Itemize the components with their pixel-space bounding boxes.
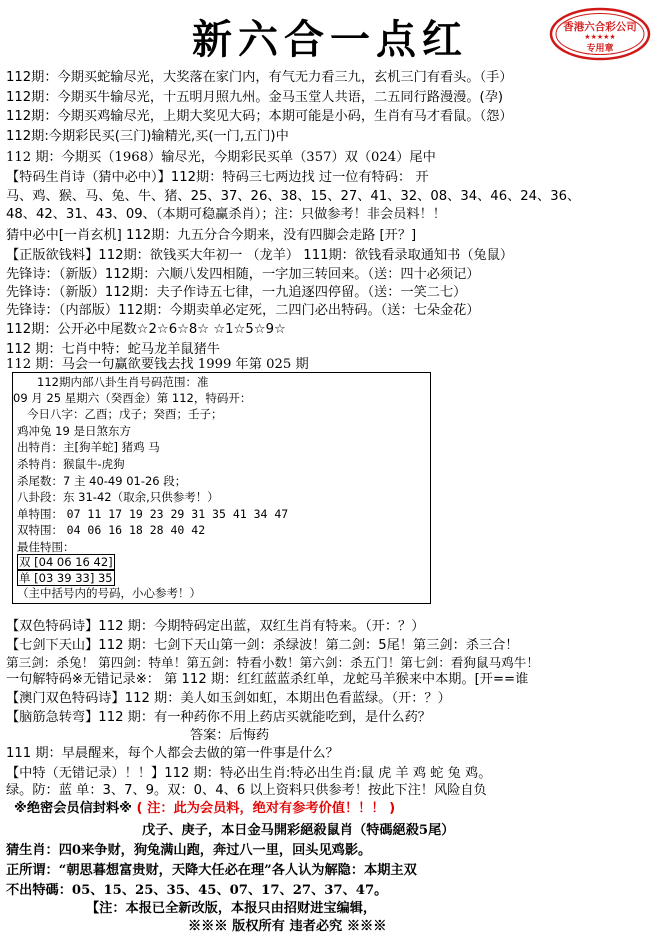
box-chu-te: 出特肖：主[狗羊蛇] 猪鸡 马: [17, 440, 160, 454]
not-special-line: 不出特碼：05、15、25、35、45、07、17、27、37、47。: [6, 883, 388, 898]
saying-line: 正所谓：“朝思暮想富贵财，天降大任必在理”各人认为解隐：本期主双: [6, 863, 417, 878]
shuang-label: 双特围：: [17, 523, 63, 537]
dan-label: 单特围：: [17, 507, 63, 521]
prediction-line: 【中特（无错记录）！！】112 期：特必出生肖:特必出生肖:鼠 虎 羊 鸡 蛇 兔 鸡。: [6, 766, 492, 781]
riddle-answer: 答案：后悔药: [190, 728, 270, 743]
box-date: 09 月 25 星期六（癸酉金）第 112，特码开：: [13, 391, 252, 405]
prediction-line: 112期：今期买牛输尽光，十五明月照九州。金马玉堂人共语，二五同行路漫漫。(孕): [6, 90, 504, 105]
kill-line: 戊子、庚子，本日金马開彩絕殺鼠肖（特碼絕殺5尾）: [142, 823, 455, 838]
dan-numbers: 07 11 17 19 23 29 31 35 41 34 47: [66, 507, 289, 521]
prediction-line: 【正版欲钱料】112期：欲钱买大年初一 （龙羊） 111期：欲钱看录取通知书（兔鼠）: [6, 248, 514, 263]
box-heading: 112期内部八卦生肖号码范围：准: [37, 375, 209, 389]
box-best-dan: 单 [03 39 33] 35: [19, 571, 113, 585]
seal-stamp-icon: [548, 6, 652, 62]
shuang-numbers: 04 06 16 18 28 40 42: [66, 523, 206, 537]
prediction-line: 【脑筋急转弯】112 期：有一种药你不用上药店买就能吃到，是什么药？: [6, 710, 431, 725]
prediction-line: 【双色特码诗】112 期：今期特码定出蓝，双红生肖有特来。（开：？）: [6, 619, 425, 634]
box-dan-row: [17, 507, 288, 521]
prediction-line: 【七剑下天山】112 期：七剑下天山第一剑：杀绿波！第二剑：5尾！第三剑：杀三合！: [6, 638, 519, 653]
prediction-line: 马、鸡、猴、马、兔、牛、猪、25、37、26、38、15、27、41、32、08、34、46、24、36、: [6, 189, 581, 204]
bagua-info-box: [12, 372, 431, 604]
prediction-line: 112 期：马会一句赢欲要钱去找 1999 年第 025 期: [6, 357, 309, 372]
box-note: （主中括号内的号码，小心参考！）: [17, 586, 201, 600]
box-bazi: 今日八字：乙酉；戊子；癸酉；壬子；: [27, 407, 223, 421]
notice-line: 【注：本报已全新改版，本报只由招财进宝编辑，: [86, 901, 377, 916]
page-title: 新六合一点红: [192, 16, 468, 63]
prediction-line: 【澳门双色特码诗】112 期：美人如玉剑如虹，本期出色看蓝绿。（开：？）: [6, 691, 451, 706]
prediction-line: 112期：今期买蛇输尽光，大奖落在家门内，有气无力看三九，玄机三门有看头。（手）: [6, 70, 513, 85]
prediction-line: 猜中必中[一肖玄机] 112期：九五分合今期来，没有四脚会走路 [开？]: [6, 228, 417, 243]
box-chong: 鸡冲兔 19 是日煞东方: [17, 424, 131, 438]
prediction-line: 先锋诗：（新版）112期：六顺八发四相随，一字加三转回来。（送：四十必须记）: [6, 267, 480, 282]
box-bagua: 八卦段：东 31-42（取余,只供参考！）: [17, 490, 219, 504]
prediction-line: 112期:今期彩民买(三门)输精光,买(一门,五门)中: [6, 129, 289, 144]
prediction-line: 绿。防：蓝 单：3、7、9。双：0、4、6 以上资料只供参考！按此下注！风险自负: [6, 783, 487, 798]
prediction-line: 先锋诗：（新版）112期：夫子作诗五七律，一九追逐四停留。（送：一笑二七）: [6, 285, 467, 300]
seal-subtext: 专用章: [586, 44, 614, 54]
svg-text:★★★★★: ★★★★★: [584, 33, 616, 41]
prediction-line: 一句解特码※无错记录※： 第 112 期：红红蓝蓝杀红单，龙蛇马羊猴来中本期。[开==谁: [6, 672, 529, 687]
prediction-line: 112期：公开必中尾数☆2☆6☆8☆ ☆1☆5☆9☆: [6, 322, 286, 337]
box-sha-te: 杀特肖：猴鼠牛-虎狗: [17, 457, 125, 471]
member-label: ※绝密会员信封料※: [14, 801, 132, 816]
prediction-line: 第三剑：杀兔！ 第四剑：特单！第五剑：特看小数！第六剑：杀五门！第七剑：看狗鼠马鸡牛！: [6, 655, 539, 670]
copyright-line: ※※※ 版权所有 违者必究 ※※※: [188, 919, 387, 934]
prediction-line: 112 期：今期买（1968）输尽光，今期彩民买单（357）双（024）尾中: [6, 150, 436, 165]
box-best-shuang: 双 [04 06 16 42]: [19, 555, 113, 569]
seal-text: 香港六合彩公司: [563, 21, 637, 33]
prediction-line: 先锋诗：（内部版）112期：今期卖单必定死，二四门必出特码。（送：七朵金花）: [6, 303, 480, 318]
prediction-line: 【特码生肖诗（猜中必中）】112期：特码三七两边找 过一位有特码： 开: [6, 170, 429, 185]
box-sha-wei: 杀尾数：7 主 40-49 01-26 段；: [17, 474, 187, 488]
member-line: [14, 800, 395, 817]
guess-zodiac-line: 猜生肖：四0来争财，狗兔满山跑，奔过八一里，回头见鸡影。: [6, 843, 372, 858]
member-note: ( 注：此为会员料，绝对有参考价值！！！ ): [136, 801, 396, 816]
prediction-line: 112 期：七肖中特：蛇马龙羊鼠猪牛: [6, 342, 220, 357]
prediction-line: 112期：今期买鸡输尽光，上期大奖见大码；本期可能是小码，生肖有马才看鼠。（怨）: [6, 109, 513, 124]
prediction-line: 48、42、31、43、09、（本期可稳赢杀肖）；注：只做参考！非会员料！！: [6, 207, 446, 222]
box-best-label: 最佳特围：: [17, 540, 75, 554]
prediction-line: 111 期：早晨醒来，每个人都会去做的第一件事是什么？: [6, 746, 339, 761]
box-shuang-row: [17, 523, 205, 537]
